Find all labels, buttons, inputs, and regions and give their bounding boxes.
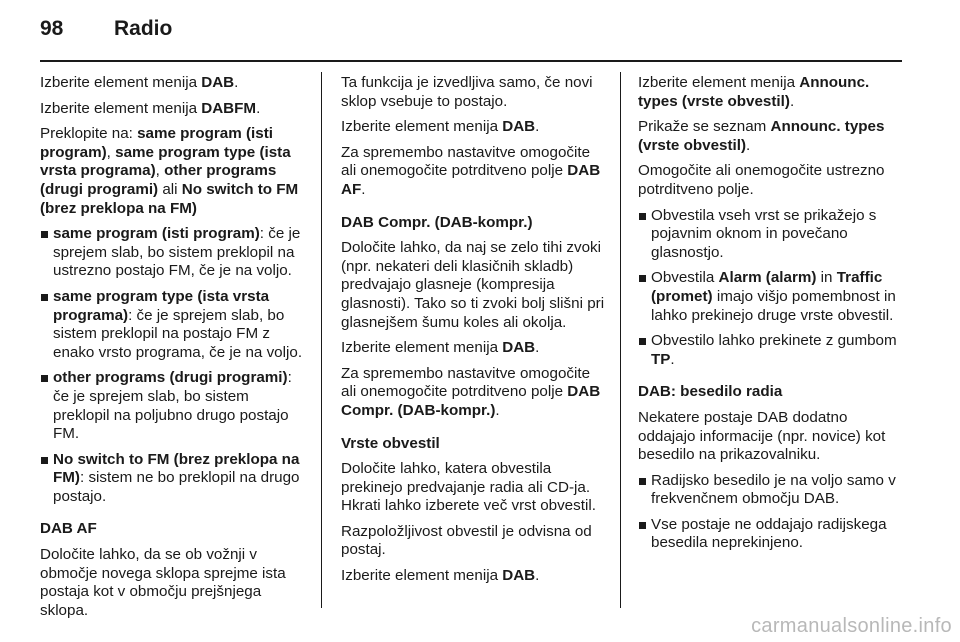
paragraph: Prikaže se seznam Announc. types (vrste obvestil).: [638, 118, 885, 154]
paragraph: Za spremembo nastavitve omogočite ali onemogočite potrditveno polje DAB AF.: [341, 143, 601, 198]
section-heading: Vrste obvestil: [341, 434, 440, 452]
list-item: Vse postaje ne oddajajo radijskega besedila neprekinjeno.: [638, 516, 904, 553]
paragraph: Za spremembo nastavitve omogočite ali onemogočite potrditveno polje DAB Compr. (DAB-kompr.).: [341, 364, 601, 419]
paragraph: Nekatere postaje DAB dodatno oddajajo informacije (npr. novice) kot besedilo na prikazovalniku.: [638, 408, 886, 464]
list-item: Obvestila Alarm (alarm) in Traffic (promet) imajo višjo pomembnost in lahko prekinejo druge vrste obvestil.: [638, 269, 904, 325]
section-heading: DAB AF: [40, 520, 97, 538]
watermark: carmanualsonline.info: [751, 615, 952, 637]
paragraph: Določite lahko, da se ob vožnji v območje novega sklopa sprejme ista postaja kot v območju prejšnjega sklopa.: [40, 546, 286, 619]
column-2: [341, 74, 607, 593]
paragraph: Preklopite na: same program (isti program), same program type (ista vrsta programa), other programs (drugi programi) ali No switch to FM (brez preklopa na FM): [40, 125, 299, 217]
section-heading: DAB: besedilo radia: [638, 383, 783, 401]
page-title: Radio: [114, 17, 173, 40]
column-divider-2: [620, 72, 621, 608]
paragraph: Izberite element menija DAB.: [341, 118, 540, 136]
list-item: other programs (drugi programi): če je sprejem slab, bo sistem preklopil na poljubno drugo postajo FM.: [40, 369, 306, 443]
paragraph: Izberite element menija DAB.: [341, 567, 540, 585]
paragraph: Določite lahko, katera obvestila prekinejo predvajanje radia ali CD-ja. Hkrati lahko izberete več vrst obvestil.: [341, 460, 596, 515]
list-item: No switch to FM (brez preklopa na FM): sistem ne bo preklopil na drugo postajo.: [40, 451, 306, 507]
paragraph: Določite lahko, da naj se zelo tihi zvoki (npr. nekateri deli klasičnih skladb) predvajajo glasneje (kompresija glasnosti). Tako so ti zvoki bolj slišni pri glasnejšem šumu koles ali okolja.: [341, 239, 605, 331]
column-divider-1: [321, 72, 322, 608]
option-list: [638, 207, 904, 370]
page-number: 98: [40, 17, 64, 40]
paragraph: Razpoložljivost obvestil je odvisna od postaj.: [341, 522, 592, 559]
paragraph: Ta funkcija je izvedljiva samo, če novi sklop vsebuje to postajo.: [341, 74, 593, 110]
paragraph: Izberite element menija DABFM.: [40, 99, 261, 117]
list-item: Obvestila vseh vrst se prikažejo s pojavnim oknom in povečano glasnostjo.: [638, 207, 904, 263]
list-item: same program (isti program): če je sprejem slab, bo sistem preklopil na ustrezno postajo FM, če je na voljo.: [40, 225, 306, 281]
list-item: same program type (ista vrsta programa): če je sprejem slab, bo sistem preklopil na postajo FM z enako vrsto programa, če je na voljo.: [40, 288, 306, 362]
column-3: [638, 74, 904, 560]
option-list: [40, 225, 306, 506]
paragraph: Izberite element menija DAB.: [341, 339, 540, 357]
paragraph: Izberite element menija Announc. types (vrste obvestil).: [638, 74, 870, 110]
column-1: [40, 74, 306, 627]
note-list: [638, 472, 904, 553]
header-rule: [40, 60, 902, 62]
page-header: [40, 0, 902, 62]
paragraph: Omogočite ali onemogočite ustrezno potrditveno polje.: [638, 162, 885, 198]
section-heading: DAB Compr. (DAB-kompr.): [341, 213, 533, 231]
list-item: Obvestilo lahko prekinete z gumbom TP.: [638, 332, 904, 369]
paragraph: Izberite element menija DAB.: [40, 74, 239, 91]
list-item: Radijsko besedilo je na voljo samo v frekvenčnem območju DAB.: [638, 472, 904, 509]
